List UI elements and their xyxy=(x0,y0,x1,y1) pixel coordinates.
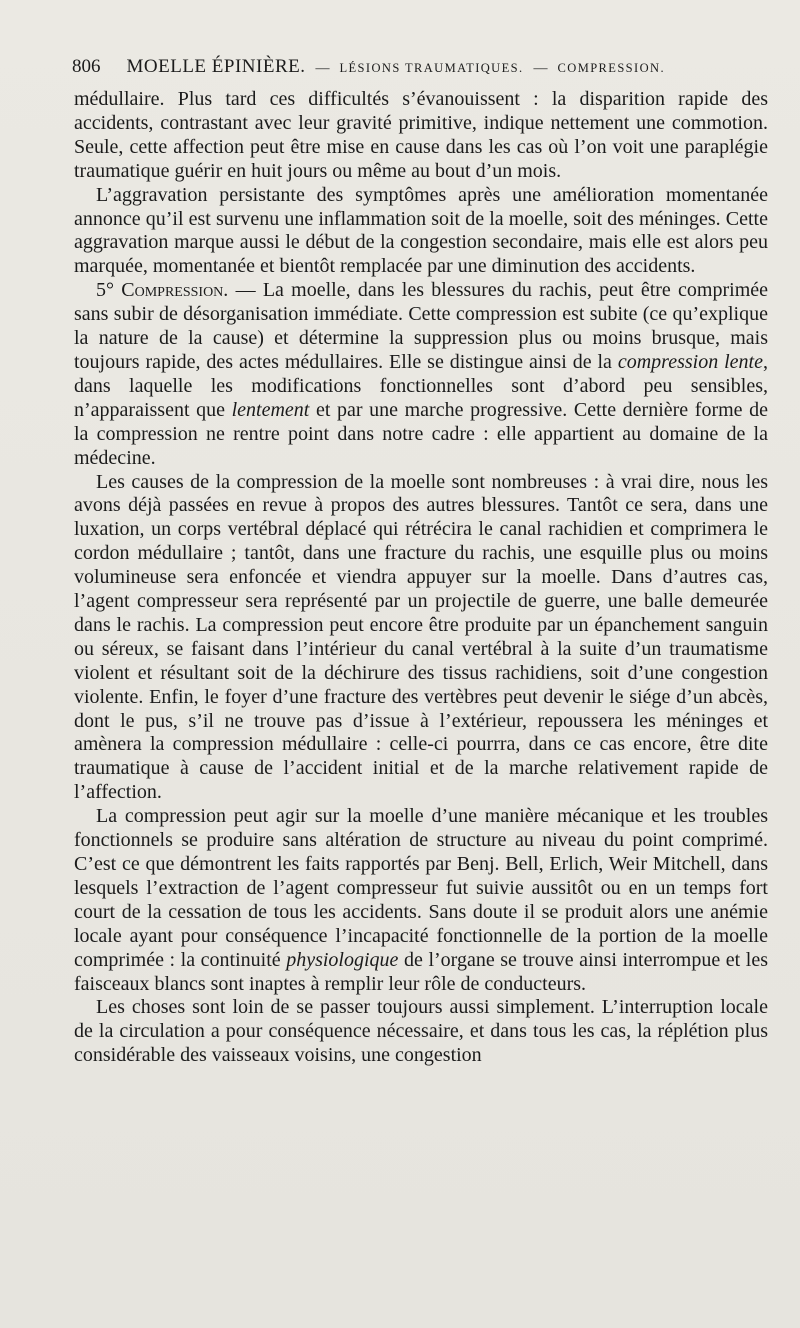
italic-term: physiologique xyxy=(286,948,399,971)
section-number: 5° xyxy=(96,279,114,302)
italic-term: lentement xyxy=(231,398,310,421)
paragraph: Les causes de la compression de la moelle sont nombreuses : à vrai dire, nous les avons déjà passées en revue à propos des autres blessures. Tantôt ce sera, dans une luxation, un corps vertébral déplacé qui rétrécira le canal rachidien et comprimera le cordon médullaire ; tantôt, dans une fracture du rachis, une esquille plus ou moins volumineuse sera enfoncée et viendra appuyer sur la moelle. Dans d’autres cas, l’agent compresseur sera représenté par un projectile de guerre, une balle demeurée dans le rachis. La compression peut encore être produite par un épanchement sanguin ou séreux, se faisant dans l’intérieur du canal vertébral à la suite d’un traumatisme violent et résultant soit de la déchirure des tissus rachidiens, soit d’une congestion violente. Enfin, le foyer d’une fracture des vertèbres peut devenir le siége d’un abcès, dont le pus, s’il ne trouve pas d’issue à l’extérieur, repoussera les méninges et amènera la compression médullaire : celle-ci pourrra, dans ce cas encore, être dite traumatique à cause de l’accident initial et de la marche relativement rapide de l’affection. xyxy=(74,470,768,804)
header-subtitle: LÉSIONS TRAUMATIQUES. xyxy=(339,61,524,75)
section-heading: Compression. xyxy=(121,279,229,302)
paragraph-text: et par une marche progressive. Cette dernière forme de la compression ne rentre point dans notre cadre : elle appartient au domaine de la médecine. xyxy=(74,398,769,469)
paragraph-text: La moelle, dans les blessures du rachis, peut être comprimée sans subir de désorganisation immédiate. Cette compression est subite (ce qu’explique la nature de la cause) et détermine la suppression plus ou moins brusque, mais toujours rapide, des actes médullaires. Elle se distingue ainsi de la xyxy=(74,279,769,373)
header-dash: — xyxy=(533,61,548,76)
header-subtitle: COMPRESSION. xyxy=(557,61,665,75)
page-number: 806 xyxy=(72,56,101,77)
paragraph-text: La compression peut agir sur la moelle d’une manière mécanique et les troubles fonctionnels se produire sans altération de structure au niveau du point comprimé. C’est ce que démontrent les faits rapportés par Benj. Bell, Erlich, Weir Mitchell, dans lesquels l’extraction de l’agent compresseur fut suivie aussitôt ou en un temps fort court de la cessation de tous les accidents. Sans doute il se produit alors une anémie locale ayant pour conséquence l’incapacité fonctionnelle de la portion de la moelle comprimée : la continuité xyxy=(74,805,768,971)
paragraph-text: de l’organe se trouve ainsi interrompue et les faisceaux blancs sont inaptes à remplir leur rôle de conducteurs. xyxy=(74,948,769,995)
italic-term: compression lente xyxy=(617,350,763,373)
paragraph: Les choses sont loin de se passer toujours aussi simplement. L’interruption locale de la circulation a pour conséquence nécessaire, et dans tous les cas, la réplétion plus considérable des vaisseaux voisins, une congestion xyxy=(74,996,768,1067)
paragraph-compression xyxy=(74,279,768,470)
paragraph: médullaire. Plus tard ces difficultés s’évanouissent : la disparition rapide des accidents, contrastant avec leur gravité primitive, indique nettement une commotion. Seule, cette affection peut être mise en cause dans les cas où l’on voit une paraplégie traumatique guérir en huit jours ou même au bout d’un mois. xyxy=(74,88,768,182)
header-title: MOELLE ÉPINIÈRE. xyxy=(126,56,306,77)
paragraph: L’aggravation persistante des symptômes après une amélioration momentanée annonce qu’il est survenu une inflammation soit de la moelle, soit des méninges. Cette aggravation marque aussi le début de la congestion secondaire, mais elle est alors peu marquée, momentanée et bientôt remplacée par une diminution des accidents. xyxy=(74,183,768,278)
paragraph-text: , dans laquelle les modifications fonctionnelles sont d’abord peu sensibles, n’apparaissent que xyxy=(74,350,768,421)
page-body xyxy=(74,88,768,1068)
running-header xyxy=(72,56,762,84)
paragraph xyxy=(74,805,768,996)
header-dash: — xyxy=(315,61,330,76)
heading-dash: — xyxy=(235,279,256,302)
